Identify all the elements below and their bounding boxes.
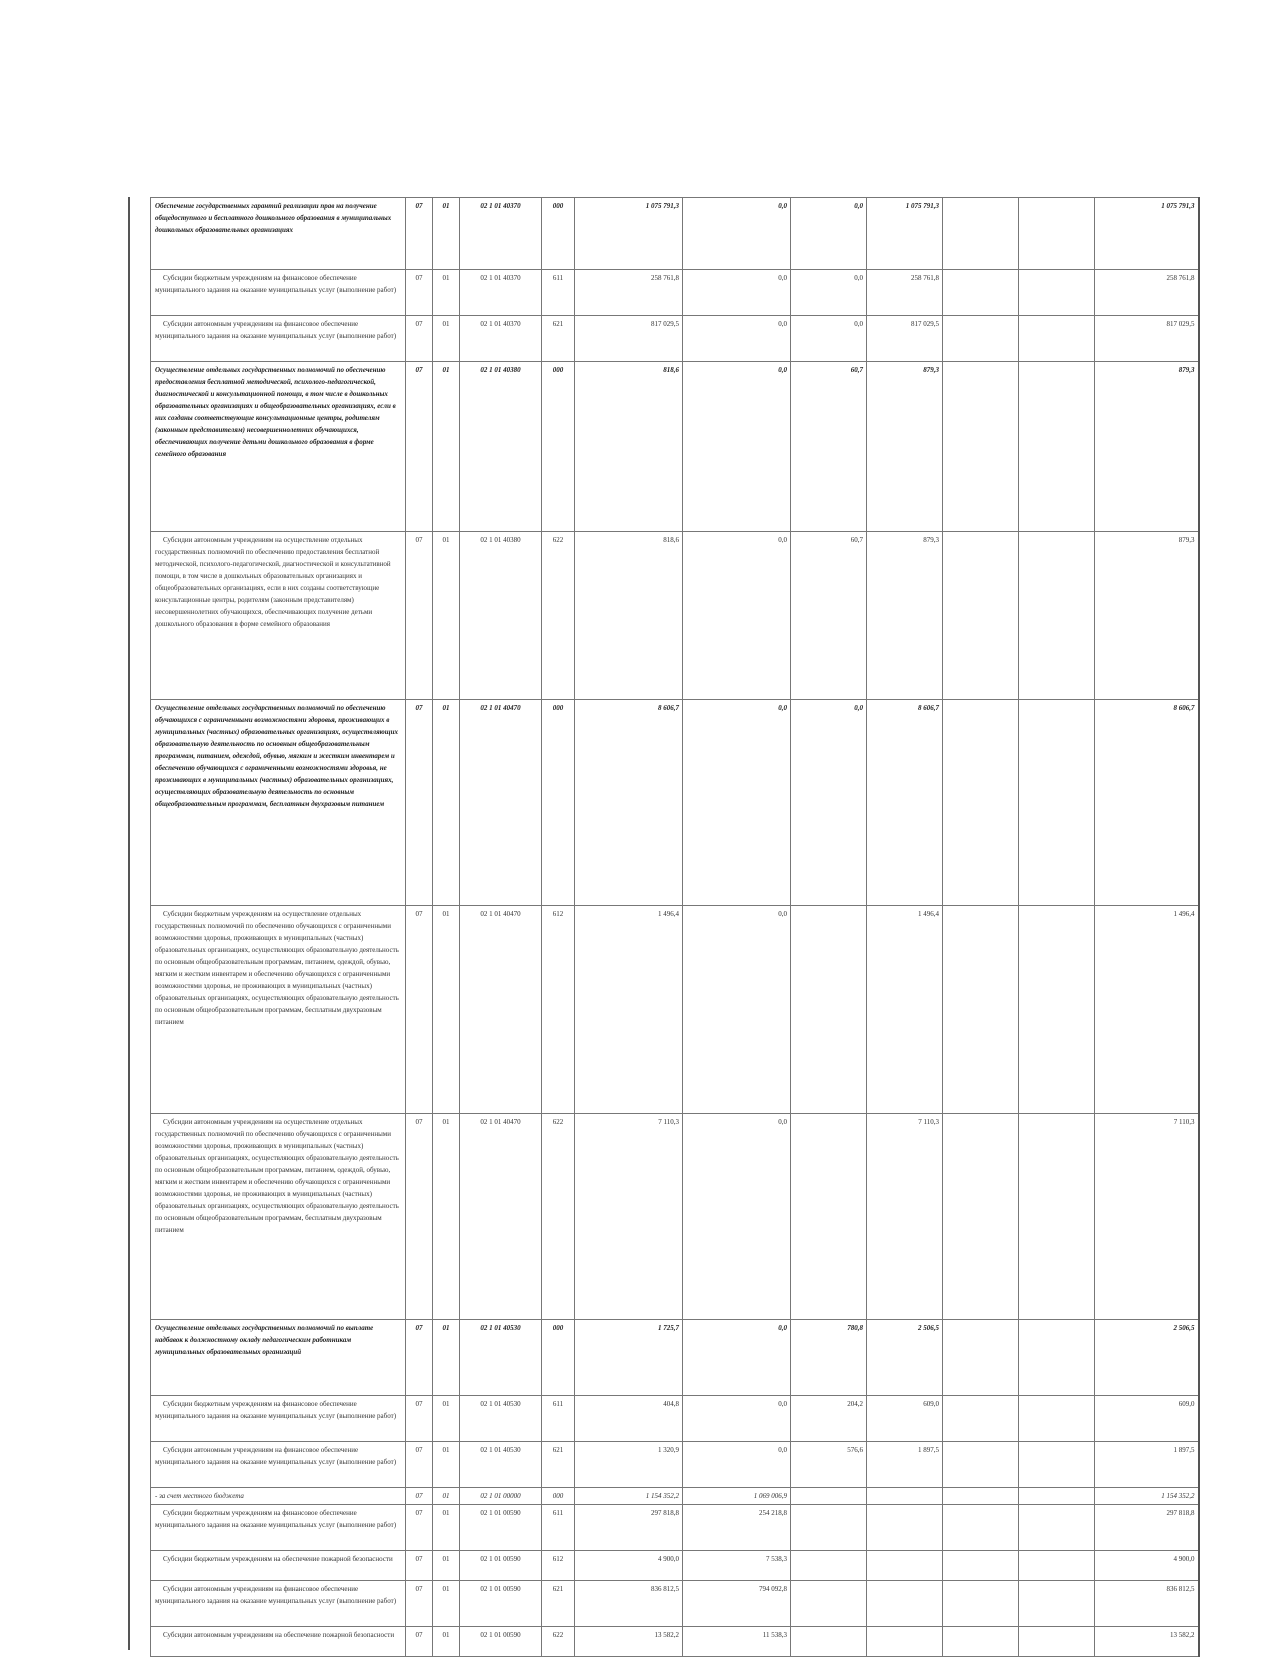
amount-4 [867,1627,943,1657]
amount-total: 258 761,8 [1095,270,1199,316]
amount-6 [1019,1442,1095,1488]
amount-3 [791,1505,867,1551]
amount-3: 60,7 [791,532,867,700]
amount-5 [943,1114,1019,1320]
amount-1: 818,6 [575,532,683,700]
table-row [151,1114,1199,1320]
amount-6 [1019,1551,1095,1581]
amount-6 [1019,1320,1095,1396]
expense-type-code: 611 [542,270,575,316]
amount-total: 1 897,5 [1095,1442,1199,1488]
amount-5 [943,198,1019,270]
target-article-code: 02 1 01 40380 [460,362,542,532]
amount-3: 780,8 [791,1320,867,1396]
section-code: 07 [406,362,433,532]
amount-5 [943,700,1019,906]
row-name: Субсидии автономным учреждениям на обеспечение пожарной безопасности [151,1627,406,1657]
table-row [151,362,1199,532]
target-article-code: 02 1 01 40370 [460,198,542,270]
expense-type-code: 622 [542,1114,575,1320]
amount-5 [943,1320,1019,1396]
row-name: Обеспечение государственных гарантий реализации прав на получение общедоступного и бесплатного дошкольного образования в муниципальных дошкольных образовательных организациях [151,198,406,270]
expense-type-code: 612 [542,906,575,1114]
amount-2: 0,0 [683,532,791,700]
amount-total: 8 606,7 [1095,700,1199,906]
amount-3: 0,0 [791,700,867,906]
amount-2: 0,0 [683,1442,791,1488]
amount-2: 0,0 [683,198,791,270]
amount-total: 7 110,3 [1095,1114,1199,1320]
amount-1: 404,8 [575,1396,683,1442]
section-code: 07 [406,1114,433,1320]
target-article-code: 02 1 01 40380 [460,532,542,700]
amount-4 [867,1551,943,1581]
amount-3: 0,0 [791,198,867,270]
amount-2: 794 092,8 [683,1581,791,1627]
amount-5 [943,316,1019,362]
subsection-code: 01 [433,1581,460,1627]
table-row [151,532,1199,700]
expense-type-code: 611 [542,1505,575,1551]
amount-5 [943,362,1019,532]
row-name: Субсидии бюджетным учреждениям на финансовое обеспечение муниципального задания на оказание муниципальных услуг (выполнение работ) [151,1505,406,1551]
amount-6 [1019,1505,1095,1551]
subsection-code: 01 [433,1627,460,1657]
amount-6 [1019,1581,1095,1627]
amount-5 [943,1505,1019,1551]
amount-2: 0,0 [683,1320,791,1396]
target-article-code: 02 1 01 00590 [460,1505,542,1551]
amount-4 [867,1505,943,1551]
amount-1: 1 725,7 [575,1320,683,1396]
amount-2: 0,0 [683,362,791,532]
amount-3 [791,906,867,1114]
amount-4: 879,3 [867,362,943,532]
amount-4: 609,0 [867,1396,943,1442]
subsection-code: 01 [433,1488,460,1505]
left-margin-line [128,197,130,1650]
budget-table [150,197,1200,1657]
table-row [151,1505,1199,1551]
subsection-code: 01 [433,316,460,362]
table-row [151,906,1199,1114]
amount-1: 258 761,8 [575,270,683,316]
amount-total: 879,3 [1095,532,1199,700]
amount-6 [1019,198,1095,270]
amount-1: 1 496,4 [575,906,683,1114]
amount-5 [943,1627,1019,1657]
expense-type-code: 612 [542,1551,575,1581]
amount-2: 0,0 [683,906,791,1114]
table-row [151,1396,1199,1442]
table-row [151,700,1199,906]
amount-total: 817 029,5 [1095,316,1199,362]
amount-1: 1 154 352,2 [575,1488,683,1505]
amount-3 [791,1551,867,1581]
amount-2: 1 069 006,9 [683,1488,791,1505]
subsection-code: 01 [433,270,460,316]
target-article-code: 02 1 01 00590 [460,1581,542,1627]
amount-5 [943,270,1019,316]
amount-total: 2 506,5 [1095,1320,1199,1396]
subsection-code: 01 [433,1551,460,1581]
table-row [151,198,1199,270]
row-name: - за счет местного бюджета [151,1488,406,1505]
section-code: 07 [406,1442,433,1488]
amount-2: 0,0 [683,700,791,906]
amount-6 [1019,532,1095,700]
subsection-code: 01 [433,1396,460,1442]
subsection-code: 01 [433,906,460,1114]
amount-4: 1 075 791,3 [867,198,943,270]
amount-6 [1019,362,1095,532]
section-code: 07 [406,270,433,316]
amount-6 [1019,1488,1095,1505]
row-name: Субсидии автономным учреждениям на финансовое обеспечение муниципального задания на оказание муниципальных услуг (выполнение работ) [151,1581,406,1627]
amount-2: 254 218,8 [683,1505,791,1551]
amount-total: 4 900,0 [1095,1551,1199,1581]
amount-4: 8 606,7 [867,700,943,906]
amount-4: 7 110,3 [867,1114,943,1320]
target-article-code: 02 1 01 40470 [460,1114,542,1320]
amount-total: 13 582,2 [1095,1627,1199,1657]
subsection-code: 01 [433,1320,460,1396]
amount-3: 60,7 [791,362,867,532]
table-row [151,316,1199,362]
amount-4 [867,1488,943,1505]
expense-type-code: 000 [542,1488,575,1505]
amount-3 [791,1114,867,1320]
amount-total: 1 154 352,2 [1095,1488,1199,1505]
subsection-code: 01 [433,1505,460,1551]
amount-1: 1 075 791,3 [575,198,683,270]
row-name: Субсидии бюджетным учреждениям на финансовое обеспечение муниципального задания на оказание муниципальных услуг (выполнение работ) [151,270,406,316]
table-row [151,1320,1199,1396]
expense-type-code: 621 [542,316,575,362]
row-name: Субсидии автономным учреждениям на финансовое обеспечение муниципального задания на оказание муниципальных услуг (выполнение работ) [151,316,406,362]
amount-2: 0,0 [683,316,791,362]
target-article-code: 02 1 01 40370 [460,270,542,316]
target-article-code: 02 1 01 40530 [460,1320,542,1396]
amount-1: 817 029,5 [575,316,683,362]
amount-total: 836 812,5 [1095,1581,1199,1627]
section-code: 07 [406,316,433,362]
amount-1: 4 900,0 [575,1551,683,1581]
amount-3: 204,2 [791,1396,867,1442]
section-code: 07 [406,532,433,700]
target-article-code: 02 1 01 40470 [460,700,542,906]
amount-6 [1019,1396,1095,1442]
amount-1: 836 812,5 [575,1581,683,1627]
amount-total: 1 075 791,3 [1095,198,1199,270]
amount-3 [791,1488,867,1505]
amount-4: 258 761,8 [867,270,943,316]
amount-5 [943,906,1019,1114]
amount-5 [943,532,1019,700]
amount-1: 13 582,2 [575,1627,683,1657]
amount-4: 1 897,5 [867,1442,943,1488]
amount-total: 879,3 [1095,362,1199,532]
amount-2: 0,0 [683,270,791,316]
amount-2: 0,0 [683,1114,791,1320]
table-row [151,1488,1199,1505]
expense-type-code: 622 [542,1627,575,1657]
target-article-code: 02 1 01 40470 [460,906,542,1114]
target-article-code: 02 1 01 40530 [460,1442,542,1488]
section-code: 07 [406,1320,433,1396]
row-name: Осуществление отдельных государственных полномочий по обеспечению обучающихся с ограниченными возможностями здоровья, проживающих в муниципальных (частных) образовательных организациях, осуществляющих образовательную деятельность по основным общеобразовательным программам, питанием, одеждой, обувью, мягким и жестким инвентарем и обеспечению обучающихся с ограниченными возможностями здоровья, не проживающих в муниципальных (частных) образовательных организациях, осуществляющих образовательную деятельность по основным общеобразовательным программам, бесплатным двухразовым питанием [151,700,406,906]
amount-3: 0,0 [791,270,867,316]
amount-1: 1 320,9 [575,1442,683,1488]
section-code: 07 [406,1627,433,1657]
table-row [151,270,1199,316]
amount-6 [1019,1627,1095,1657]
row-name: Субсидии бюджетным учреждениям на обеспечение пожарной безопасности [151,1551,406,1581]
row-name: Субсидии бюджетным учреждениям на финансовое обеспечение муниципального задания на оказание муниципальных услуг (выполнение работ) [151,1396,406,1442]
table-row [151,1551,1199,1581]
table-row [151,1442,1199,1488]
target-article-code: 02 1 01 40530 [460,1396,542,1442]
amount-total: 297 818,8 [1095,1505,1199,1551]
section-code: 07 [406,1396,433,1442]
expense-type-code: 000 [542,198,575,270]
amount-6 [1019,270,1095,316]
amount-3 [791,1581,867,1627]
amount-4: 817 029,5 [867,316,943,362]
amount-6 [1019,700,1095,906]
amount-6 [1019,1114,1095,1320]
row-name: Субсидии бюджетным учреждениям на осуществление отдельных государственных полномочий по обеспечению обучающихся с ограниченными возможностями здоровья, проживающих в муниципальных (частных) образовательных организациях, осуществляющих образовательную деятельность по основным общеобразовательным программам, питанием, одеждой, обувью, мягким и жестким инвентарем и обеспечению обучающихся с ограниченными возможностями здоровья, не проживающих в муниципальных (частных) образовательных организациях, осуществляющих образовательную деятельность по основным общеобразовательным программам, бесплатным двухразовым питанием [151,906,406,1114]
table-row [151,1581,1199,1627]
subsection-code: 01 [433,198,460,270]
expense-type-code: 000 [542,1320,575,1396]
section-code: 07 [406,1551,433,1581]
expense-type-code: 622 [542,532,575,700]
row-name: Осуществление отдельных государственных полномочий по выплате надбавок к должностному окладу педагогическим работникам муниципальных образовательных организаций [151,1320,406,1396]
section-code: 07 [406,198,433,270]
row-name: Субсидии автономным учреждениям на осуществление отдельных государственных полномочий по обеспечению предоставления бесплатной методической, психолого-педагогической, диагностической и консультативной помощи, в том числе в дошкольных образовательных организациях и общеобразовательных организациях, если в них созданы соответствующие консультационные центры, родителям (законным представителям) несовершеннолетних обучающихся, обеспечивающих получение детьми дошкольного образования в форме семейного образования [151,532,406,700]
section-code: 07 [406,700,433,906]
row-name: Субсидии автономным учреждениям на осуществление отдельных государственных полномочий по обеспечению обучающихся с ограниченными возможностями здоровья, проживающих в муниципальных (частных) образовательных организациях, осуществляющих образовательную деятельность по основным общеобразовательным программам, питанием, одеждой, обувью, мягким и жестким инвентарем и обеспечению обучающихся с ограниченными возможностями здоровья, не проживающих в муниципальных (частных) образовательных организациях, осуществляющих образовательную деятельность по основным общеобразовательным программам, бесплатным двухразовым питанием [151,1114,406,1320]
target-article-code: 02 1 01 00590 [460,1627,542,1657]
expense-type-code: 000 [542,362,575,532]
subsection-code: 01 [433,362,460,532]
subsection-code: 01 [433,1114,460,1320]
amount-4: 2 506,5 [867,1320,943,1396]
amount-1: 7 110,3 [575,1114,683,1320]
amount-total: 1 496,4 [1095,906,1199,1114]
expense-type-code: 000 [542,700,575,906]
amount-1: 818,6 [575,362,683,532]
row-name: Осуществление отдельных государственных полномочий по обеспечению предоставления бесплатной методической, психолого-педагогической, диагностической и консультационной помощи, в том числе в дошкольных образовательных организациях и общеобразовательных организациях, если в них созданы соответствующие консультационные центры, родителям (законным представителям) несовершеннолетних обучающихся, обеспечивающих получение детьми дошкольного образования в форме семейного образования [151,362,406,532]
amount-5 [943,1442,1019,1488]
subsection-code: 01 [433,532,460,700]
section-code: 07 [406,1581,433,1627]
subsection-code: 01 [433,700,460,906]
expense-type-code: 621 [542,1581,575,1627]
section-code: 07 [406,1505,433,1551]
amount-4 [867,1581,943,1627]
amount-4: 879,3 [867,532,943,700]
amount-5 [943,1581,1019,1627]
section-code: 07 [406,906,433,1114]
amount-5 [943,1551,1019,1581]
subsection-code: 01 [433,1442,460,1488]
section-code: 07 [406,1488,433,1505]
table-row [151,1627,1199,1657]
row-name: Субсидии автономным учреждениям на финансовое обеспечение муниципального задания на оказание муниципальных услуг (выполнение работ) [151,1442,406,1488]
amount-5 [943,1488,1019,1505]
amount-1: 8 606,7 [575,700,683,906]
amount-5 [943,1396,1019,1442]
target-article-code: 02 1 01 40370 [460,316,542,362]
amount-total: 609,0 [1095,1396,1199,1442]
expense-type-code: 621 [542,1442,575,1488]
amount-3 [791,1627,867,1657]
target-article-code: 02 1 01 00000 [460,1488,542,1505]
amount-3: 576,6 [791,1442,867,1488]
amount-2: 11 538,3 [683,1627,791,1657]
amount-2: 7 538,3 [683,1551,791,1581]
amount-1: 297 818,8 [575,1505,683,1551]
expense-type-code: 611 [542,1396,575,1442]
amount-6 [1019,316,1095,362]
target-article-code: 02 1 01 00590 [460,1551,542,1581]
amount-4: 1 496,4 [867,906,943,1114]
amount-3: 0,0 [791,316,867,362]
amount-2: 0,0 [683,1396,791,1442]
amount-6 [1019,906,1095,1114]
